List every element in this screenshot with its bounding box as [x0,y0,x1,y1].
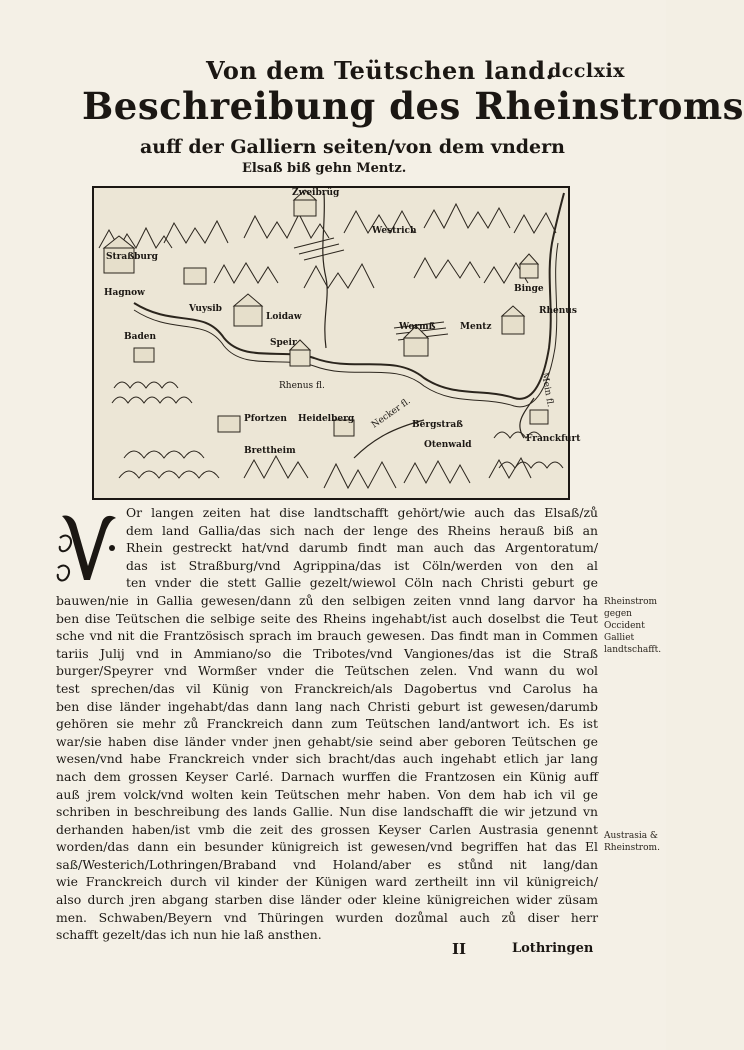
text-line: war/sie haben dise länder vnder jnen gehabt/sie seind aber geboren Teütschen ge [56,733,598,749]
text-line: ben dise länder ingehabt/das dann lang nach Christi geburt ist gewesen/darumb [56,698,598,714]
page-number: dcclxix [548,60,626,82]
text-line: wesen/vnd habe Franckreich vnder sich bracht/das auch ingehabt etlich jar lang [56,751,598,767]
catchword: Lothringen [512,941,594,956]
margin-note-1: Rheinstrom gegen Occident Galliet landtschafft. [604,597,662,655]
woodcut-map [92,186,581,500]
svg-text:Mein fl.: Mein fl. [539,371,555,408]
text-line: worden/das dann ein besunder künigreich ist gewesen/vnd begriffen hat das El [56,839,598,855]
text-line: Or langen zeiten hat dise landtschafft gehört/wie auch das Elsaß/zů [126,505,598,520]
map-label-loida: Loidaw [266,312,302,322]
text-line: schafft gezelt/das ich nun hie laß ansthen. [56,927,322,943]
body-text [56,504,598,944]
text-line: schriben in beschreibung des lands Gallie. Nun dise landschafft die wir jetzund vn [56,804,598,820]
text-line: ben dise Teütschen die selbige seite des Rheins ingehabt/ist auch doselbst die Teut [56,610,598,626]
map-label-otenwald: Otenwald [424,440,472,450]
text-line: wie Franckreich durch vil kinder der Künigen ward zertheilt inn vil künigreich/ [56,874,598,890]
map-label-wormbs: Wormß [399,322,436,332]
text-line: dem land Gallia/das sich nach der lenge des Rheins herauß biß an [126,522,598,538]
map-label-westrich: Westrich [372,226,417,236]
map-label-hagnow: Hagnow [104,288,145,298]
page-subtitle-2: Elsaß biß gehn Mentz. [242,161,407,176]
text-line: also durch jren abgang starben dise länder oder kleine künigreichen wider züsam [56,892,598,908]
text-line: das ist Straßburg/vnd Agrippina/das ist Cöln/werden von den al [126,557,598,573]
map-label-frankfurt: Franckfurt [526,434,581,444]
text-line: gehören sie mehr zů Franckreich dann zum Teütschen land/antwort ich. Es ist [56,716,598,732]
text-line: ten vnder die stett Gallie gezelt/wiewol Cöln nach Christi geburt ge [126,575,598,591]
svg-text:Necker fl.: Necker fl. [369,396,413,431]
map-label-zweibruck: Zweibrüg [292,188,340,198]
text-line: test sprechen/das vil Künig von Franckreich/als Dagobertus vnd Carolus ha [56,680,598,696]
text-line: derhanden haben/ist vmb die zeit des grossen Keyser Carlen Austrasia genennt [56,821,598,837]
text-line: sche vnd nit die Frantzösisch sprach im brauch gewesen. Das findt man in Commen [56,628,598,644]
margin-note-2: Austrasia & Rheinstrom. [604,831,660,853]
text-line: bauwen/nie in Gallia gewesen/dann zů den selbigen zeiten vnnd lang darvor ha [56,592,598,608]
signature-mark: II [452,940,467,958]
map-label-vuysib: Vuysib [189,304,222,314]
svg-text:Rhenus fl.: Rhenus fl. [279,381,325,391]
page-subtitle: auff der Galliern seiten/von dem vndern [140,136,565,158]
text-line: tariis Julij vnd in Ammiano/so die Tribotes/vnd Vangiones/das ist die Straß [56,645,598,661]
map-label-mentz: Mentz [460,322,492,332]
map-label-baden: Baden [124,332,157,342]
text-line: Rhein gestreckt hat/vnd darumb findt man auch das Argentoratum/ [126,540,598,556]
text-line: burger/Speyrer vnd Wormßer vnder die Teütschen zelen. Vnd wann du wol [56,663,598,679]
map-drawing [94,188,568,498]
page-title: Beschreibung des Rheinstroms [82,84,744,128]
map-label-brettheim: Brettheim [244,446,296,456]
map-label-pfortzen: Pfortzen [244,414,287,424]
map-label-heidelberg: Heidelberg [298,414,355,424]
map-label-speir: Speir [270,338,297,348]
text-line: nach dem grossen Keyser Carlé. Darnach wurffen die Frantzosen ein Künig auff [56,768,598,784]
text-line: saß/Westerich/Lothringen/Braband vnd Holand/aber es stůnd nit lang/dan [56,856,598,872]
map-label-bergstrass: Bergstraß [412,420,464,430]
text-line: auß jrem volck/vnd wolten kein Teütschen mehr haben. Von dem hab ich vil ge [56,786,598,802]
map-label-binge: Binge [514,284,544,294]
map-label-strasburg: Straßburg [106,252,158,262]
text-line: men. Schwaben/Beyern vnd Thüringen wurden dozůmal auch zů diser herr [56,909,598,925]
running-title: Von dem Teütschen land. [206,56,555,85]
map-label-rhenus-top: Rhenus [539,306,577,316]
